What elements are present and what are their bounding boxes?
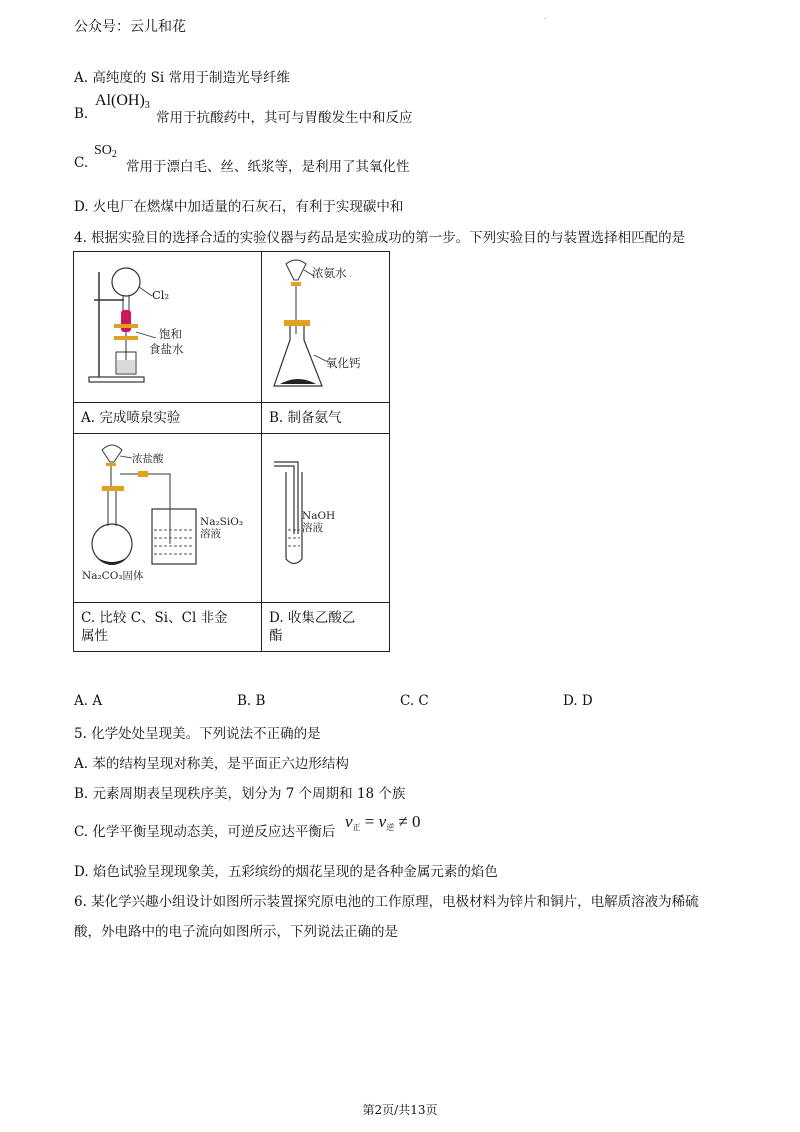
q3-option-d: D. 火电厂在燃煤中加适量的石灰石，有利于实现碳中和 <box>74 199 404 215</box>
option-text: C. 化学平衡呈现动态美，可逆反应达平衡后 <box>74 824 336 840</box>
ammonia-apparatus-illustration <box>262 252 375 402</box>
formula-v1: v <box>345 812 353 831</box>
option-letter: B. <box>74 106 89 122</box>
formula-subscript: 3 <box>144 100 150 111</box>
q4-choice-b: B. B <box>237 693 266 709</box>
q5-option-b: B. 元素周期表呈现秩序美，划分为 7 个周期和 18 个族 <box>74 786 406 802</box>
caption-d <box>262 603 390 652</box>
question-6-line-1: 6. 某化学兴趣小组设计如图所示装置探究原电池的工作原理，电极材料为锌片和铜片，电解质溶液为稀硫 <box>74 894 699 910</box>
caption-c-line-1: C. 比较 C、Si、Cl 非金 <box>81 610 228 626</box>
figure-d-ester-apparatus <box>262 434 390 603</box>
caption-c-line-2: 属性 <box>81 628 108 644</box>
figure-c-acidity-apparatus <box>74 434 262 603</box>
option-text: 常用于漂白毛、丝、纸浆等，是利用了其氧化性 <box>126 159 410 175</box>
formula-text: SO <box>94 143 112 158</box>
label-solution-d: 溶液 <box>302 522 323 534</box>
formula-text: Al(OH) <box>95 92 145 109</box>
label-brine: 食盐水 <box>149 342 184 356</box>
caption-a: A. 完成喷泉实验 <box>74 403 262 434</box>
page-number: 第2页/共13页 <box>362 1103 438 1117</box>
formula-equals: = <box>364 812 375 831</box>
question-5-stem: 5. 化学处处呈现美。下列说法不正确的是 <box>74 726 321 742</box>
q5-option-d: D. 焰色试验呈现现象美，五彩缤纷的烟花呈现的是各种金属元素的焰色 <box>74 864 498 880</box>
label-naoh: NaOH <box>302 510 336 522</box>
subscript-reverse: 逆 <box>386 823 395 832</box>
header-dot: . <box>544 14 546 21</box>
label-calcium-oxide: 氧化钙 <box>326 356 361 370</box>
figure-a-fountain-apparatus <box>74 252 262 403</box>
label-conc-ammonia: 浓氨水 <box>312 266 347 280</box>
fountain-apparatus-illustration <box>74 252 247 402</box>
option-text: 常用于抗酸药中，其可与胃酸发生中和反应 <box>156 110 413 126</box>
label-solution: 溶液 <box>200 528 221 540</box>
question-4-stem: 4. 根据实验目的选择合适的实验仪器与药品是实验成功的第一步。下列实验目的与装置选择相匹配的是 <box>74 230 686 246</box>
acidity-apparatus-illustration <box>74 434 247 602</box>
chem-formula <box>94 143 117 160</box>
q5-option-a: A. 苯的结构呈现对称美，是平面正六边形结构 <box>74 756 349 772</box>
source-header: 公众号：云儿和花 <box>74 19 186 35</box>
option-letter: C. <box>74 155 89 171</box>
apparatus-table <box>73 251 390 652</box>
label-saturated: 饱和 <box>159 327 182 341</box>
caption-b: B. 制备氨气 <box>262 403 390 434</box>
label-na2sio3: Na₂SiO₃ <box>200 516 244 528</box>
caption-d-line-1: D. 收集乙酸乙 <box>269 610 356 626</box>
ester-collection-illustration <box>262 434 375 602</box>
question-6-line-2: 酸，外电路中的电子流向如图所示，下列说法正确的是 <box>74 924 398 940</box>
formula-not-zero: ≠ 0 <box>398 812 421 831</box>
q4-choice-a: A. A <box>74 693 103 709</box>
equilibrium-formula <box>345 812 421 833</box>
label-cl2: Cl₂ <box>152 288 170 302</box>
caption-d-line-2: 酯 <box>269 628 283 644</box>
figure-b-ammonia-apparatus <box>262 252 390 403</box>
chem-formula <box>95 92 150 111</box>
subscript-forward: 正 <box>352 823 361 832</box>
q3-option-a: A. 高纯度的 Si 常用于制造光导纤维 <box>74 70 290 86</box>
formula-subscript: 2 <box>111 149 117 160</box>
formula-v2: v <box>378 812 387 831</box>
q4-choice-c: C. C <box>400 693 429 709</box>
q4-choice-d: D. D <box>563 693 593 709</box>
label-conc-hcl: 浓盐酸 <box>132 453 164 465</box>
label-na2co3-solid: Na₂CO₃固体 <box>82 570 144 582</box>
caption-c <box>74 603 262 652</box>
